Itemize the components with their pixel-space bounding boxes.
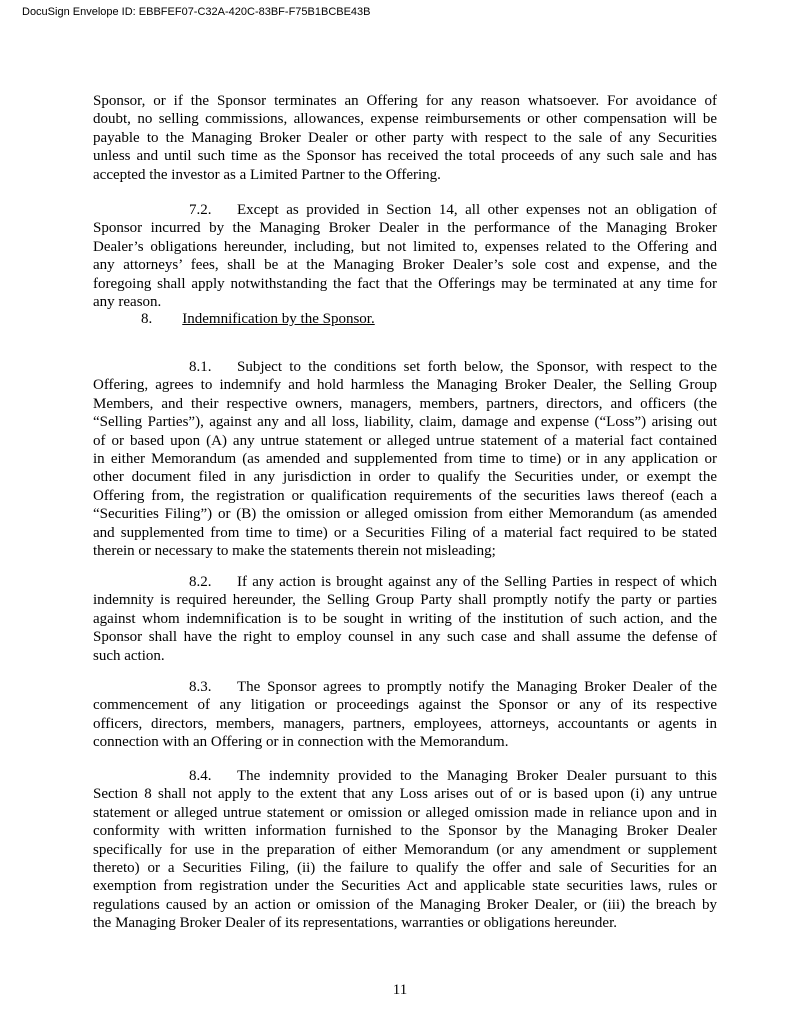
line-text: Dealer’s obligations hereunder, including, but not limited to, expenses related to the Offering and: [93, 238, 717, 255]
line-text: accepted the investor as a Limited Partner to the Offering.: [93, 166, 441, 183]
text-line: [93, 591, 717, 609]
line-text: statement or alleged untrue statement or omission or alleged omission made in reliance upon and in: [93, 804, 717, 821]
line-text: The indemnity provided to the Managing Broker Dealer pursuant to this: [237, 768, 717, 784]
line-text: doubt, no selling commissions, allowances, expense reimbursements or other compensation will be: [93, 111, 717, 128]
line-text: “Selling Parties”), against any and all loss, liability, claim, damage and expense (“Loss”) arising out: [93, 414, 717, 431]
line-text: thereto) or a Securities Filing, (ii) the failure to qualify the offer and sale of Securities for an: [93, 860, 717, 877]
line-text: any attorneys’ fees, shall be at the Managing Broker Dealer’s sole cost and expense, and the: [93, 257, 717, 274]
text-line: [93, 166, 717, 184]
line-text: the Managing Broker Dealer of its representations, warranties or obligations hereunder.: [93, 915, 617, 932]
line-text: of or based upon (A) any untrue statement or alleged untrue statement of a material fact contained: [93, 432, 717, 449]
line-text: payable to the Managing Broker Dealer or other party with respect to the sale of any Securities: [93, 129, 717, 146]
line-text: such action.: [93, 647, 165, 664]
line-text: connection with an Offering or in connection with the Memorandum.: [93, 734, 509, 751]
text-line: [93, 432, 717, 450]
line-text: Subject to the conditions set forth below, the Sponsor, with respect to the: [237, 359, 717, 375]
paragraph-number: 7.2.: [189, 202, 212, 218]
text-line: [93, 524, 717, 542]
text-line: [93, 238, 717, 256]
page-number: 11: [392, 982, 408, 998]
section-title: Indemnification by the Sponsor.: [182, 311, 375, 327]
line-text: conformity with written information furnished to the Sponsor by the Managing Broker Dealer: [93, 823, 717, 840]
text-line: [93, 468, 717, 486]
text-line: [93, 628, 717, 646]
text-line: [93, 293, 717, 311]
text-line: [93, 450, 717, 468]
text-line: [93, 841, 717, 859]
line-text: other document filed in any jurisdiction in order to qualify the Securities under, or exempt the: [93, 469, 717, 486]
text-line: [93, 505, 717, 523]
line-text: Sponsor shall have the right to employ counsel in any such case and shall assume the defense of: [93, 629, 717, 646]
text-line: [93, 678, 717, 696]
text-line: [93, 358, 717, 376]
text-line: [93, 647, 717, 665]
text-line: [93, 733, 717, 751]
line-text: Members, and their respective owners, managers, members, partners, directors, and officers (the: [93, 395, 717, 412]
text-line: [93, 201, 717, 219]
text-line: [93, 822, 717, 840]
line-text: exemption from registration under the Securities Act and applicable state securities laws, rules or: [93, 878, 717, 895]
envelope-id: DocuSign Envelope ID: EBBFEF07-C32A-420C-83BF-F75B1BCBE43B: [22, 6, 371, 18]
text-line: [93, 147, 717, 165]
paragraph: [93, 92, 717, 184]
text-line: [93, 395, 717, 413]
paragraph-number: 8.4.: [189, 768, 212, 784]
text-line: [93, 896, 717, 914]
text-line: [93, 129, 717, 147]
line-text: therein or necessary to make the statements therein not misleading;: [93, 543, 496, 560]
text-line: [93, 804, 717, 822]
text-line: [93, 715, 717, 733]
line-text: Offering, agrees to indemnify and hold harmless the Managing Broker Dealer, the Selling Group: [93, 377, 717, 394]
line-text: any reason.: [93, 294, 162, 311]
text-line: [93, 785, 717, 803]
paragraph: [93, 201, 717, 311]
text-line: [93, 256, 717, 274]
line-text: specifically for use in the preparation of either Memorandum (or any amendment or supplement: [93, 841, 717, 858]
line-text: officers, directors, members, managers, partners, employees, attorneys, accountants or agents in: [93, 715, 717, 732]
line-text: If any action is brought against any of the Selling Parties in respect of which: [237, 574, 717, 590]
line-text: and supplemented from time to time) or a Securities Filing of a material fact required to be stated: [93, 524, 717, 541]
line-text: unless and until such time as the Sponsor has received the total proceeds of any such sale and has: [93, 148, 717, 165]
paragraph: [93, 767, 717, 933]
line-text: Sponsor, or if the Sponsor terminates an Offering for any reason whatsoever. For avoidance of: [93, 93, 717, 109]
text-line: [93, 542, 717, 560]
line-text: in either Memorandum (as amended and supplemented from time to time) or in any application or: [93, 451, 717, 468]
text-line: [93, 767, 717, 785]
text-line: [93, 877, 717, 895]
paragraph: [93, 573, 717, 665]
line-text: Section 8 shall not apply to the extent that any Loss arises out of or is based upon (i) any untrue: [93, 786, 717, 803]
text-line: [93, 376, 717, 394]
line-text: commencement of any litigation or proceedings against the Sponsor or any of its respective: [93, 697, 717, 714]
section-number: 8.: [141, 311, 153, 327]
text-line: [93, 859, 717, 877]
text-line: [93, 610, 717, 628]
line-text: Offering from, the registration or qualification requirements of the securities laws thereof (each a: [93, 487, 717, 504]
line-text: “Securities Filing”) or (B) the omission or alleged omission from either Memorandum (as amended: [93, 506, 717, 523]
line-text: Except as provided in Section 14, all other expenses not an obligation of: [237, 202, 717, 218]
text-line: [93, 487, 717, 505]
text-line: [93, 110, 717, 128]
line-text: foregoing shall apply notwithstanding the fact that the Offerings may be terminated at any time for: [93, 275, 717, 292]
line-text: Sponsor incurred by the Managing Broker Dealer in the performance of the Managing Broker: [93, 220, 717, 237]
paragraph: [93, 358, 717, 560]
text-line: [93, 219, 717, 237]
line-text: indemnity is required hereunder, the Selling Group Party shall promptly notify the party or parties: [93, 592, 717, 609]
paragraph: [93, 678, 717, 752]
line-text: against whom indemnification is to be sought in writing of the institution of such action, and the: [93, 610, 717, 627]
line-text: regulations caused by an action or omission of the Managing Broker Dealer, or (iii) the breach by: [93, 896, 717, 913]
paragraph-number: 8.3.: [189, 679, 212, 695]
text-line: [93, 696, 717, 714]
text-line: [93, 413, 717, 431]
paragraph-number: 8.1.: [189, 359, 212, 375]
text-line: [93, 573, 717, 591]
text-line: [93, 914, 717, 932]
section-heading: [141, 311, 375, 328]
paragraph-number: 8.2.: [189, 574, 212, 590]
line-text: The Sponsor agrees to promptly notify the Managing Broker Dealer of the: [237, 679, 717, 695]
text-line: [93, 275, 717, 293]
text-line: [93, 92, 717, 110]
